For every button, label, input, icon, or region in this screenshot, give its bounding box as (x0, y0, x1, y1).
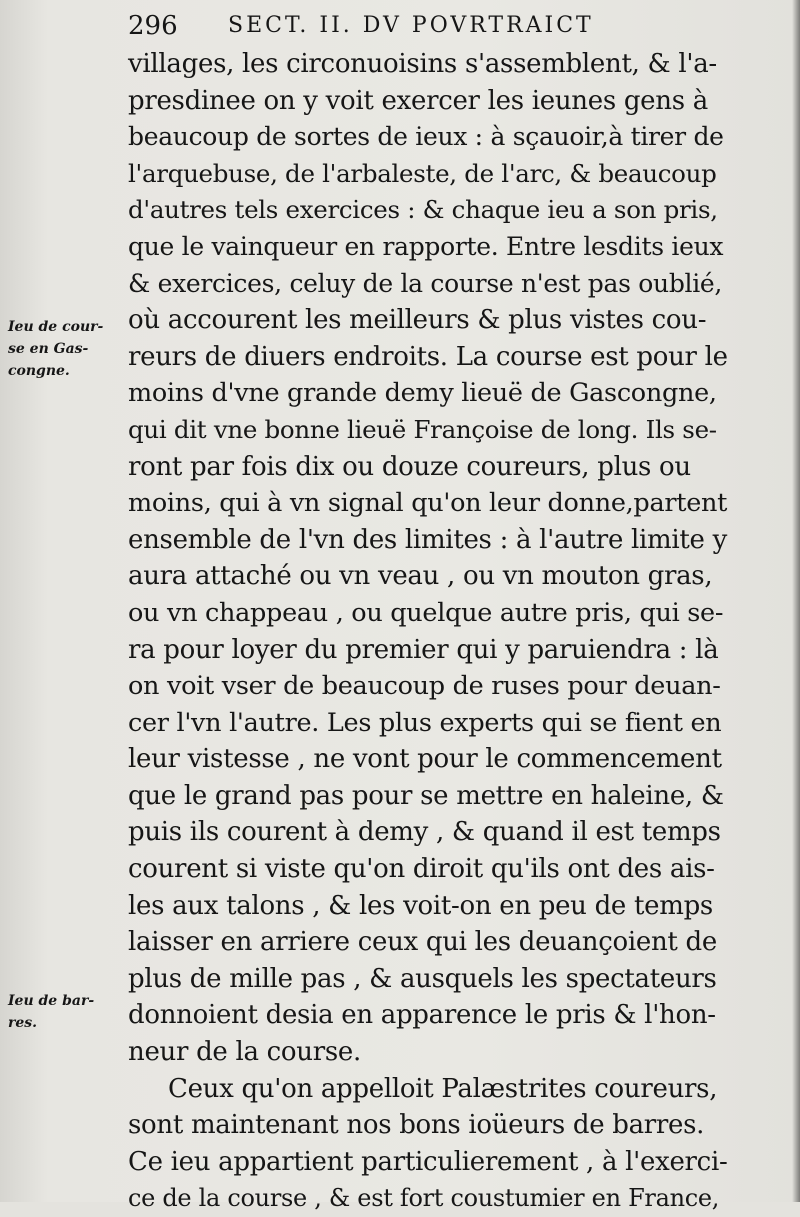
text-line: d'autres tels exercices : & chaque ieu a son pris, (128, 195, 718, 225)
text-line: courent si viste qu'on diroit qu'ils ont des ais- (128, 854, 715, 885)
text-line: ront par fois dix ou douze coureurs, plus ou (128, 451, 691, 482)
text-line: presdinee on y voit exercer les ieunes gens à (128, 85, 708, 116)
marginal-note-barres (8, 990, 120, 1034)
page-edge-shadow (792, 0, 800, 1202)
text-line: l'arquebuse, de l'arbaleste, de l'arc, & beaucoup (128, 158, 717, 188)
text-line: Ce ieu appartient particulierement , à l'exerci- (128, 1146, 728, 1177)
marginal-note-course (8, 316, 120, 382)
text-line: leur vistesse , ne vont pour le commencement (128, 744, 722, 775)
text-line: ce de la course , & est fort coustumier en France, (128, 1184, 720, 1213)
marginal-note-line: congne. (8, 363, 70, 379)
body-text (128, 46, 728, 1217)
text-line: que le vainqueur en rapporte. Entre lesdits ieux (128, 231, 724, 261)
text-line: que le grand pas pour se mettre en haleine, & (128, 780, 724, 811)
text-line: ra pour loyer du premier qui y paruiendra : là (128, 634, 719, 665)
text-line: neur de la course. (128, 1037, 361, 1068)
marginal-note-line: Ieu de bar- (8, 993, 95, 1009)
text-line: beaucoup de sortes de ieux : à sçauoir,à tirer de (128, 122, 724, 152)
page-header (128, 6, 778, 46)
page-number: 296 (128, 11, 178, 41)
text-line: ou vn chappeau , ou quelque autre pris, qui se- (128, 597, 724, 628)
text-line: & exercices, celuy de la course n'est pas oublié, (128, 268, 723, 298)
text-line: villages, les circonuoisins s'assemblent, & l'a- (128, 49, 717, 79)
marginal-note-line: res. (8, 1015, 38, 1031)
text-line: cer l'vn l'autre. Les plus experts qui se fient en (128, 707, 722, 738)
text-line: aura attaché ou vn veau , ou vn mouton gras, (128, 561, 713, 592)
running-head: SECT. II. DV POVRTRAICT (228, 13, 594, 38)
text-line: sont maintenant nos bons ioüeurs de barres. (128, 1110, 705, 1141)
text-line: qui dit vne bonne lieuë Françoise de long. Ils se- (128, 414, 717, 444)
text-line: moins d'vne grande demy lieuë de Gascongne, (128, 378, 717, 409)
paragraph-start-line: Ceux qu'on appelloit Palæstrites coureurs, (168, 1073, 718, 1104)
text-line: les aux talons , & les voit-on en peu de temps (128, 890, 713, 921)
text-line: laisser en arriere ceux qui les deuançoient de (128, 927, 717, 958)
text-line: où accourent les meilleurs & plus vistes cou- (128, 305, 707, 336)
text-line: moins, qui à vn signal qu'on leur donne,partent (128, 488, 728, 519)
marginal-note-line: se en Gas- (8, 341, 89, 357)
text-line: plus de mille pas , & ausquels les spectateurs (128, 963, 717, 994)
text-line: on voit vser de beaucoup de ruses pour deuan- (128, 671, 721, 702)
text-line: donnoient desia en apparence le pris & l'hon- (128, 1000, 716, 1031)
marginal-note-line: Ieu de cour- (8, 319, 104, 335)
text-line: ensemble de l'vn des limites : à l'autre limite y (128, 524, 727, 555)
text-line: puis ils courent à demy , & quand il est temps (128, 817, 721, 848)
text-line: reurs de diuers endroits. La course est pour le (128, 341, 728, 372)
